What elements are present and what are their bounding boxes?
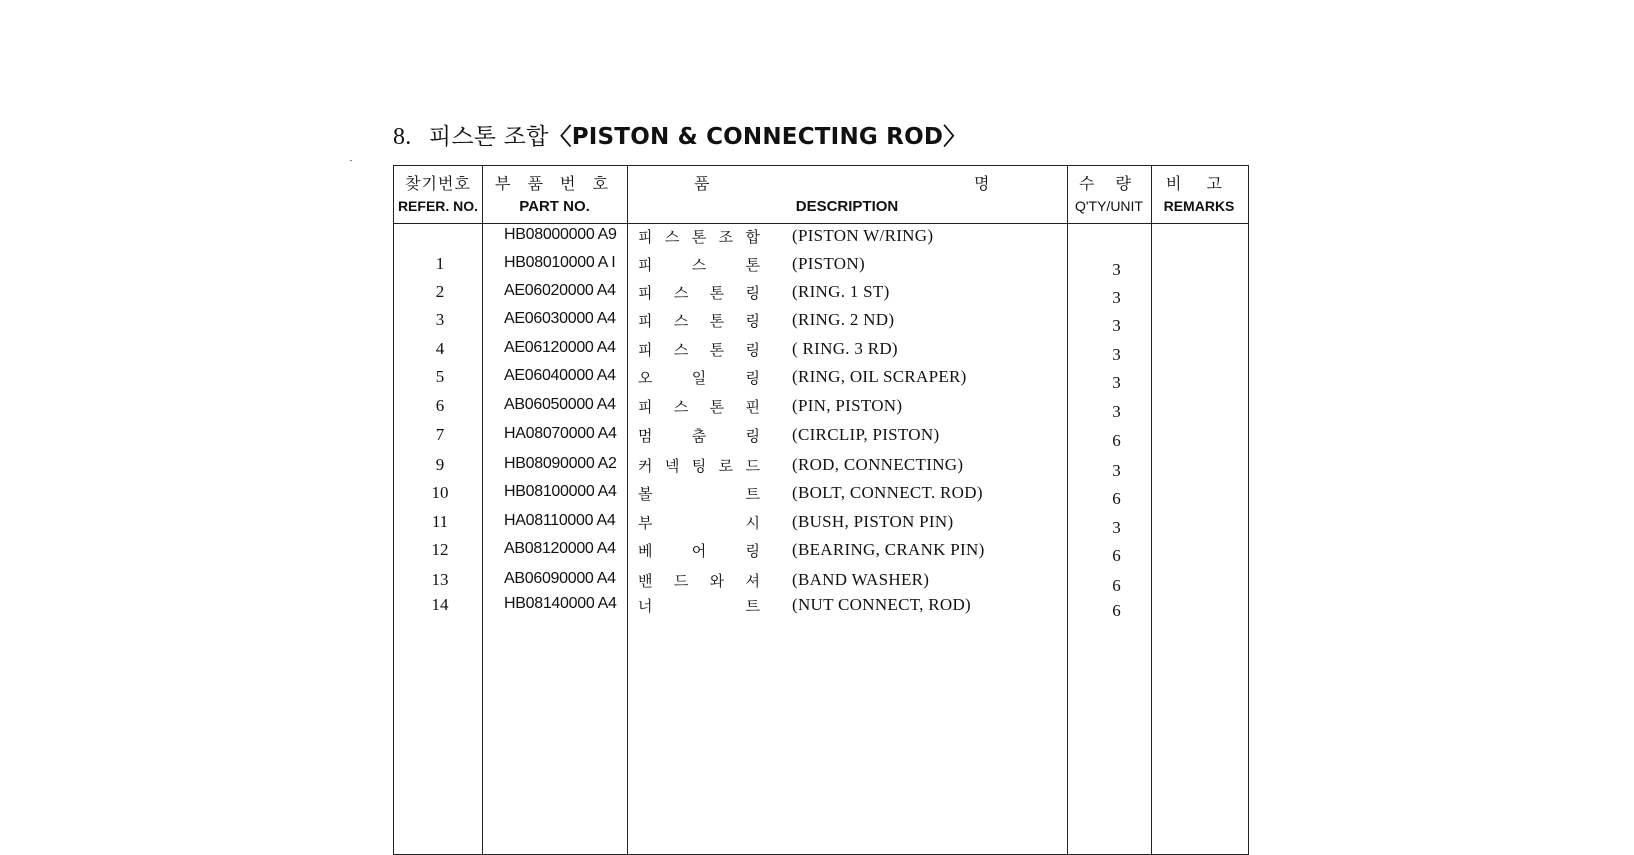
quantity-cell: 3 bbox=[1112, 288, 1121, 307]
part-no-cell: AE06120000 A4 bbox=[504, 339, 616, 356]
quantity-cell: 3 bbox=[1112, 402, 1121, 421]
page-title bbox=[393, 118, 966, 151]
korean-name-cell bbox=[638, 540, 768, 561]
korean-char: 드 bbox=[673, 572, 689, 590]
header-part-ko: 부 품 번 호 bbox=[494, 174, 615, 193]
korean-char: 팅 bbox=[691, 457, 707, 475]
korean-char: 드 bbox=[745, 457, 760, 475]
part-no-cell: HB08090000 A2 bbox=[504, 455, 617, 472]
refer-no-cell: 2 bbox=[435, 282, 445, 301]
korean-char: 오 bbox=[638, 369, 653, 387]
korean-char: 볼 bbox=[638, 485, 653, 503]
description-cell: (BUSH, PISTON PIN) bbox=[792, 512, 954, 531]
description-cell: (RING. 1 ST) bbox=[792, 282, 890, 301]
header-desc-en: DESCRIPTION bbox=[795, 198, 899, 215]
description-cell: (ROD, CONNECTING) bbox=[792, 455, 964, 474]
quantity-cell: 3 bbox=[1112, 316, 1121, 335]
korean-char: 커 bbox=[638, 457, 653, 475]
quantity-cell: 3 bbox=[1112, 260, 1121, 279]
korean-char: 스 bbox=[673, 284, 689, 302]
korean-char: 어 bbox=[691, 542, 707, 560]
description-cell: (RING, OIL SCRAPER) bbox=[792, 367, 967, 386]
korean-char: 스 bbox=[664, 228, 680, 246]
korean-char: 피 bbox=[638, 228, 653, 246]
korean-char: 스 bbox=[691, 256, 707, 274]
part-no-cell: AB08120000 A4 bbox=[504, 540, 616, 557]
korean-name-cell bbox=[638, 226, 768, 247]
korean-char: 링 bbox=[745, 427, 760, 445]
korean-char: 스 bbox=[673, 341, 689, 359]
table-row bbox=[394, 425, 1250, 453]
quantity-cell: 6 bbox=[1112, 601, 1121, 620]
korean-char: 피 bbox=[638, 398, 653, 416]
part-no-cell: HB08100000 A4 bbox=[504, 483, 617, 500]
part-no-cell: HB08010000 A I bbox=[504, 254, 616, 271]
description-cell: ( RING. 3 RD) bbox=[792, 339, 898, 358]
korean-char: 톤 bbox=[709, 284, 725, 302]
refer-no-cell: 11 bbox=[431, 512, 449, 531]
korean-char: 셔 bbox=[745, 572, 760, 590]
korean-char: 링 bbox=[745, 369, 760, 387]
parts-table bbox=[393, 165, 1249, 855]
refer-no-cell: 13 bbox=[431, 570, 449, 589]
table-row bbox=[394, 339, 1250, 367]
description-cell: (NUT CONNECT, ROD) bbox=[792, 595, 972, 614]
refer-no-cell: 12 bbox=[431, 540, 449, 559]
korean-char: 피 bbox=[638, 284, 653, 302]
header-remarks-en: REMARKS bbox=[1163, 198, 1235, 214]
korean-char: 링 bbox=[745, 312, 760, 330]
korean-char: 트 bbox=[745, 597, 760, 615]
table-row bbox=[394, 512, 1250, 540]
korean-char: 링 bbox=[745, 284, 760, 302]
header-ref-ko: 찾기번호 bbox=[405, 174, 471, 193]
korean-char: 피 bbox=[638, 341, 653, 359]
refer-no-cell: 4 bbox=[435, 339, 445, 358]
part-no-cell: HA08070000 A4 bbox=[504, 425, 617, 442]
part-no-cell: AB06050000 A4 bbox=[504, 396, 616, 413]
header-remarks-ko: 비 고 bbox=[1166, 174, 1232, 193]
table-row bbox=[394, 595, 1250, 623]
title-korean: 피스톤 조합 bbox=[428, 124, 549, 150]
description-cell: (CIRCLIP, PISTON) bbox=[792, 425, 940, 444]
korean-name-cell bbox=[638, 254, 768, 275]
description-cell: (RING. 2 ND) bbox=[792, 310, 895, 329]
korean-name-cell bbox=[638, 595, 768, 616]
korean-char: 톤 bbox=[709, 398, 725, 416]
table-row bbox=[394, 540, 1250, 568]
korean-name-cell bbox=[638, 282, 768, 303]
description-cell: (BAND WASHER) bbox=[792, 570, 930, 589]
part-no-cell: AE06030000 A4 bbox=[504, 310, 616, 327]
header-desc-ko-2: 명 bbox=[974, 174, 996, 193]
korean-char: 합 bbox=[745, 228, 760, 246]
korean-name-cell bbox=[638, 310, 768, 331]
refer-no-cell: 10 bbox=[431, 483, 449, 502]
header-desc-ko-1: 품 bbox=[694, 174, 716, 193]
table-row bbox=[394, 254, 1250, 282]
table-row bbox=[394, 367, 1250, 395]
header-divider bbox=[394, 223, 1248, 224]
quantity-cell: 6 bbox=[1112, 546, 1121, 565]
part-no-cell: AB06090000 A4 bbox=[504, 570, 616, 587]
korean-char: 링 bbox=[745, 542, 760, 560]
korean-char: 피 bbox=[638, 312, 653, 330]
korean-name-cell bbox=[638, 483, 768, 504]
korean-name-cell bbox=[638, 396, 768, 417]
section-number: 8. bbox=[393, 124, 412, 150]
table-row bbox=[394, 570, 1250, 598]
korean-char: 넥 bbox=[664, 457, 680, 475]
korean-char: 와 bbox=[709, 572, 725, 590]
korean-char: 시 bbox=[745, 514, 760, 532]
part-no-cell: HA08110000 A4 bbox=[504, 512, 616, 529]
korean-name-cell bbox=[638, 512, 768, 533]
table-row bbox=[394, 226, 1250, 254]
header-qty-en: Q'TY/UNIT bbox=[1074, 198, 1143, 214]
refer-no-cell: 14 bbox=[431, 595, 449, 614]
description-cell: (PISTON W/RING) bbox=[792, 226, 934, 245]
korean-char: 조 bbox=[718, 228, 734, 246]
korean-name-cell bbox=[638, 339, 768, 360]
quantity-cell: 6 bbox=[1112, 576, 1121, 595]
description-cell: (BOLT, CONNECT. ROD) bbox=[792, 483, 983, 502]
part-no-cell: HB08140000 A4 bbox=[504, 595, 617, 612]
part-no-cell: HB08000000 A9 bbox=[504, 226, 617, 243]
part-no-cell: AE06040000 A4 bbox=[504, 367, 616, 384]
korean-char: 피 bbox=[638, 256, 653, 274]
description-cell: (PISTON) bbox=[792, 254, 865, 273]
table-row bbox=[394, 483, 1250, 511]
korean-char: 춤 bbox=[691, 427, 707, 445]
refer-no-cell: 3 bbox=[435, 310, 445, 329]
quantity-cell: 3 bbox=[1112, 461, 1121, 480]
part-no-cell: AE06020000 A4 bbox=[504, 282, 616, 299]
korean-char: 너 bbox=[638, 597, 653, 615]
header-part-en: PART NO. bbox=[519, 198, 590, 215]
table-row bbox=[394, 310, 1250, 338]
korean-char: 로 bbox=[718, 457, 734, 475]
quantity-cell: 6 bbox=[1112, 431, 1121, 450]
quantity-cell: 3 bbox=[1112, 345, 1121, 364]
quantity-cell: 6 bbox=[1112, 489, 1121, 508]
korean-name-cell bbox=[638, 455, 768, 476]
refer-no-cell: 9 bbox=[435, 455, 445, 474]
korean-char: 핀 bbox=[745, 398, 760, 416]
korean-name-cell bbox=[638, 425, 768, 446]
header-ref-en: REFER. NO. bbox=[397, 198, 479, 214]
korean-char: 베 bbox=[638, 542, 653, 560]
korean-char: 톤 bbox=[745, 256, 760, 274]
korean-char: 톤 bbox=[709, 341, 725, 359]
korean-char: 링 bbox=[745, 341, 760, 359]
header-qty-ko: 수 량 bbox=[1079, 174, 1139, 193]
refer-no-cell: 1 bbox=[435, 254, 445, 273]
quantity-cell: 3 bbox=[1112, 373, 1121, 392]
scan-speck bbox=[350, 160, 352, 161]
korean-char: 밴 bbox=[638, 572, 653, 590]
refer-no-cell: 6 bbox=[435, 396, 445, 415]
table-row bbox=[394, 396, 1250, 424]
korean-char: 일 bbox=[691, 369, 707, 387]
korean-char: 부 bbox=[638, 514, 653, 532]
korean-char: 스 bbox=[673, 398, 689, 416]
korean-char: 멈 bbox=[638, 427, 653, 445]
quantity-cell: 3 bbox=[1112, 518, 1121, 537]
description-cell: (BEARING, CRANK PIN) bbox=[792, 540, 985, 559]
korean-name-cell bbox=[638, 367, 768, 388]
table-row bbox=[394, 282, 1250, 310]
table-row bbox=[394, 455, 1250, 483]
korean-name-cell bbox=[638, 570, 768, 591]
korean-char: 톤 bbox=[691, 228, 707, 246]
refer-no-cell: 7 bbox=[435, 425, 445, 444]
korean-char: 스 bbox=[673, 312, 689, 330]
description-cell: (PIN, PISTON) bbox=[792, 396, 903, 415]
title-english: 〈PISTON & CONNECTING ROD〉 bbox=[548, 124, 967, 150]
refer-no-cell: 5 bbox=[435, 367, 445, 386]
korean-char: 톤 bbox=[709, 312, 725, 330]
korean-char: 트 bbox=[745, 485, 760, 503]
